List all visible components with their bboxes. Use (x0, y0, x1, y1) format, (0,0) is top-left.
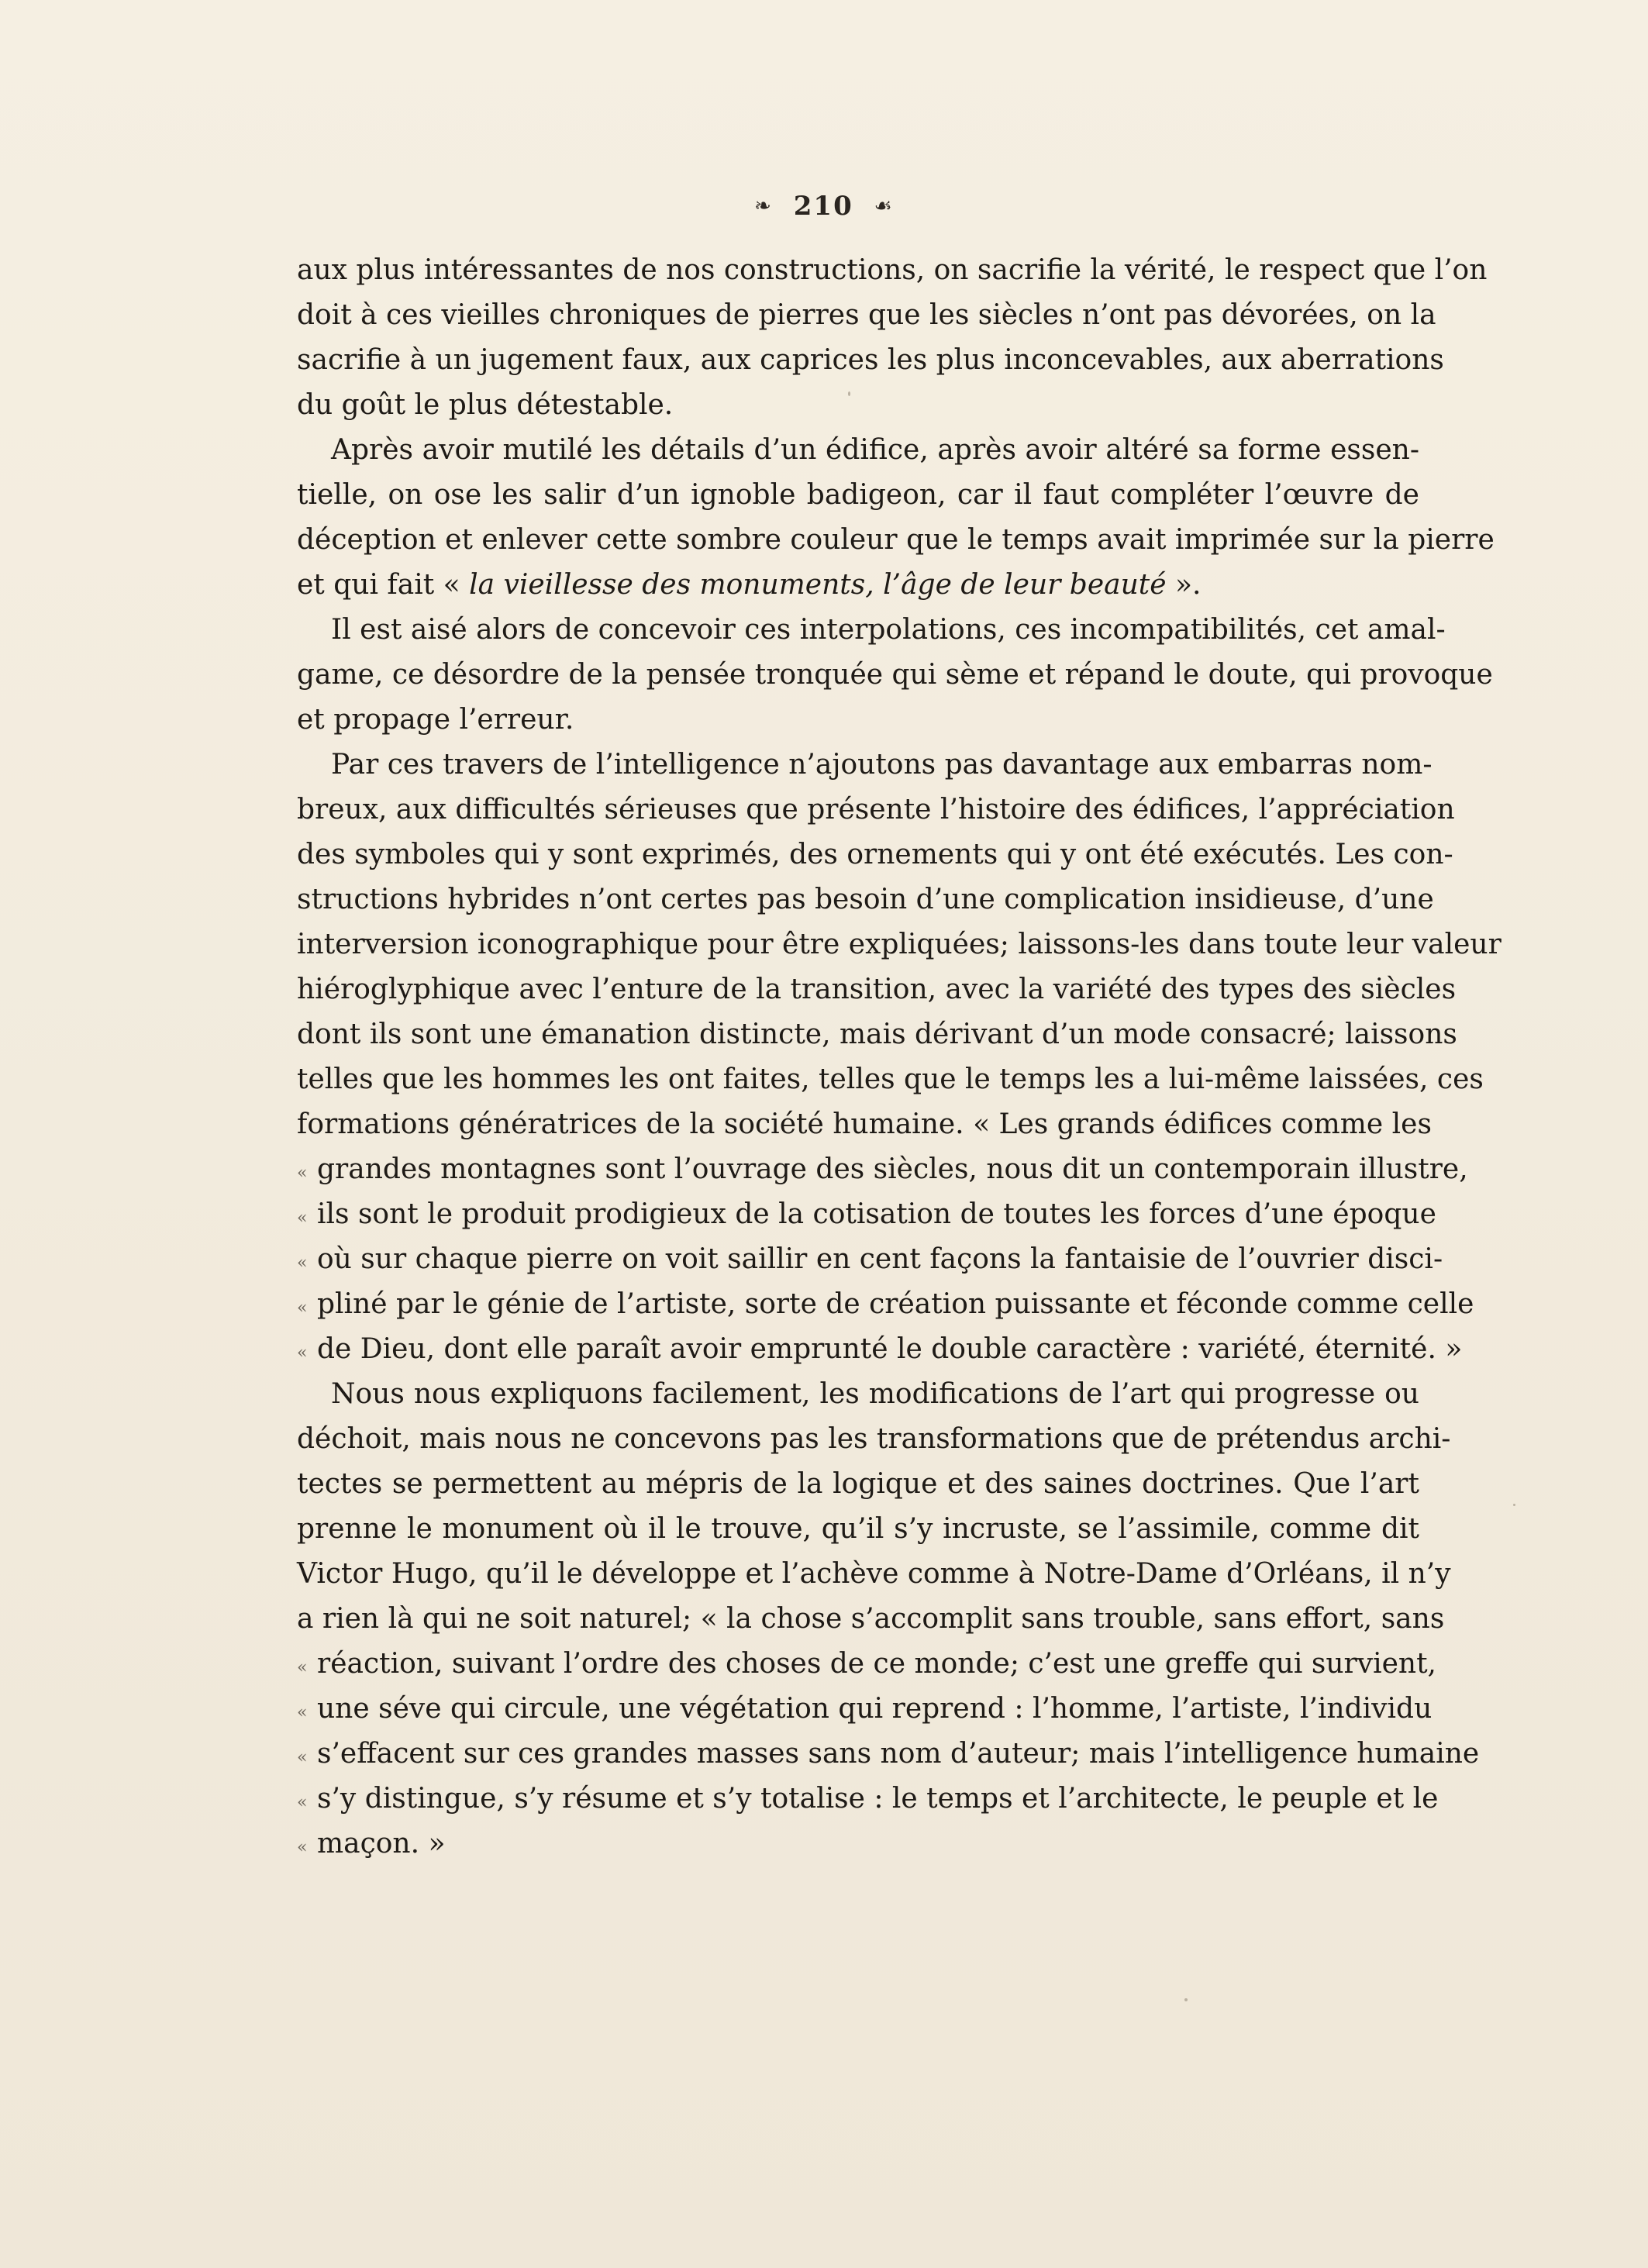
ornament-left-icon: ❧ (754, 195, 773, 218)
body-text (297, 248, 1501, 1866)
text-fragment: s’effacent sur ces grandes masses sans nom d’auteur; mais l’intelligence humaine (317, 1738, 1480, 1770)
quoted-line (297, 1777, 1439, 1822)
text-fragment: ils sont le produit prodigieux de la cotisation de toutes les forces d’une époque (317, 1198, 1436, 1230)
text-line: Nous nous expliquons facilement, les modifications de l’art qui progresse ou (331, 1378, 1419, 1410)
quote-mark: « (297, 1703, 308, 1722)
page-header (0, 189, 1648, 222)
text-line: Victor Hugo, qu’il le développe et l’achève comme à Notre-Dame d’Orléans, il n’y (297, 1558, 1451, 1590)
text-line: hiéroglyphique avec l’enture de la transition, avec la variété des types des siècles (297, 974, 1457, 1005)
text-line: doit à ces vieilles chroniques de pierres que les siècles n’ont pas dévorées, on la (297, 299, 1436, 331)
text-line: Il est aisé alors de concevoir ces interpolations, ces incompatibilités, cet amal- (331, 614, 1446, 646)
quoted-line (297, 1237, 1443, 1282)
text-line: tectes se permettent au mépris de la logique et des saines doctrines. Que l’art (297, 1468, 1419, 1500)
quote-mark: « (297, 1838, 308, 1857)
text-fragment: où sur chaque pierre on voit saillir en cent façons la fantaisie de l’ouvrier disci- (317, 1243, 1443, 1275)
quoted-line (297, 1687, 1433, 1732)
quoted-line (297, 1282, 1474, 1327)
quote-mark: « (297, 1343, 308, 1363)
quote-mark: « (297, 1793, 308, 1812)
text-line: sacrifie à un jugement faux, aux caprices les plus inconcevables, aux aberrations (297, 344, 1444, 376)
text-line-with-quote (297, 563, 1419, 608)
text-line: du goût le plus détestable. (297, 389, 674, 421)
text-line: tielle, on ose les salir d’un ignoble badigeon, car il faut compléter l’œuvre de (297, 479, 1419, 511)
text-fragment: de Dieu, dont elle paraît avoir emprunté le double caractère : variété, éternité. » (317, 1333, 1463, 1365)
text-fragment: s’y distingue, s’y résume et s’y totalise : le temps et l’architecte, le peuple et le (317, 1783, 1439, 1815)
quoted-line (297, 1642, 1436, 1687)
text-fragment: pliné par le génie de l’artiste, sorte de création puissante et féconde comme celle (317, 1288, 1474, 1320)
quote-mark: « (297, 1253, 308, 1273)
quoted-line (297, 1147, 1468, 1192)
text-line: structions hybrides n’ont certes pas besoin d’une complication insidieuse, d’une (297, 884, 1434, 915)
quoted-line (297, 1327, 1463, 1372)
paper-speck (1184, 1998, 1188, 2001)
quote-mark: « (297, 1298, 308, 1318)
quoted-line (297, 1822, 1419, 1866)
text-fragment: une séve qui circule, une végétation qui reprend : l’homme, l’artiste, l’individu (317, 1693, 1433, 1725)
text-fragment: maçon. » (317, 1828, 446, 1860)
text-line: a rien là qui ne soit naturel; « la chose s’accomplit sans trouble, sans effort, sans (297, 1603, 1445, 1635)
text-line: formations génératrices de la société humaine. « Les grands édifices comme les (297, 1108, 1432, 1140)
page-number: 210 (793, 191, 853, 222)
paper-speck (848, 391, 850, 396)
text-line: déchoit, mais nous ne concevons pas les transformations que de prétendus archi- (297, 1423, 1451, 1455)
text-line: interversion iconographique pour être expliquées; laissons-les dans toute leur valeur (297, 929, 1501, 960)
italic-quote: la vieillesse des monuments, l’âge de leur beauté (469, 569, 1167, 601)
text-line: Après avoir mutilé les détails d’un édifice, après avoir altéré sa forme essen- (331, 434, 1419, 466)
text-fragment: réaction, suivant l’ordre des choses de ce monde; c’est une greffe qui survient, (317, 1648, 1436, 1680)
text-fragment: et qui fait « (297, 569, 470, 601)
text-line: Par ces travers de l’intelligence n’ajoutons pas davantage aux embarras nom- (331, 749, 1433, 781)
text-line: game, ce désordre de la pensée tronquée qui sème et répand le doute, qui provoque (297, 659, 1493, 691)
text-line: des symboles qui y sont exprimés, des ornements qui y ont été exécutés. Les con- (297, 839, 1453, 870)
text-line: telles que les hommes les ont faites, telles que le temps les a lui-même laissées, ces (297, 1063, 1484, 1095)
paper-speck (1513, 1504, 1515, 1506)
quote-mark: « (297, 1658, 308, 1677)
text-line: déception et enlever cette sombre couleur que le temps avait imprimée sur la pierre (297, 524, 1495, 556)
quote-mark: « (297, 1163, 308, 1183)
text-line: breux, aux difficultés sérieuses que présente l’histoire des édifices, l’appréciation (297, 794, 1455, 826)
quote-mark: « (297, 1748, 308, 1767)
text-line: prenne le monument où il le trouve, qu’il s’y incruste, se l’assimile, comme dit (297, 1513, 1419, 1545)
text-fragment: grandes montagnes sont l’ouvrage des siècles, nous dit un contemporain illustre, (317, 1153, 1468, 1185)
text-line: dont ils sont une émanation distincte, mais dérivant d’un mode consacré; laissons (297, 1019, 1457, 1050)
text-line: et propage l’erreur. (297, 704, 574, 736)
quoted-line (297, 1192, 1436, 1237)
ornament-right-icon: ☙ (874, 195, 894, 218)
text-line: aux plus intéressantes de nos constructions, on sacrifie la vérité, le respect que l’on (297, 254, 1488, 286)
quote-close: ». (1166, 569, 1202, 601)
quoted-line (297, 1732, 1480, 1777)
quote-mark: « (297, 1208, 308, 1228)
